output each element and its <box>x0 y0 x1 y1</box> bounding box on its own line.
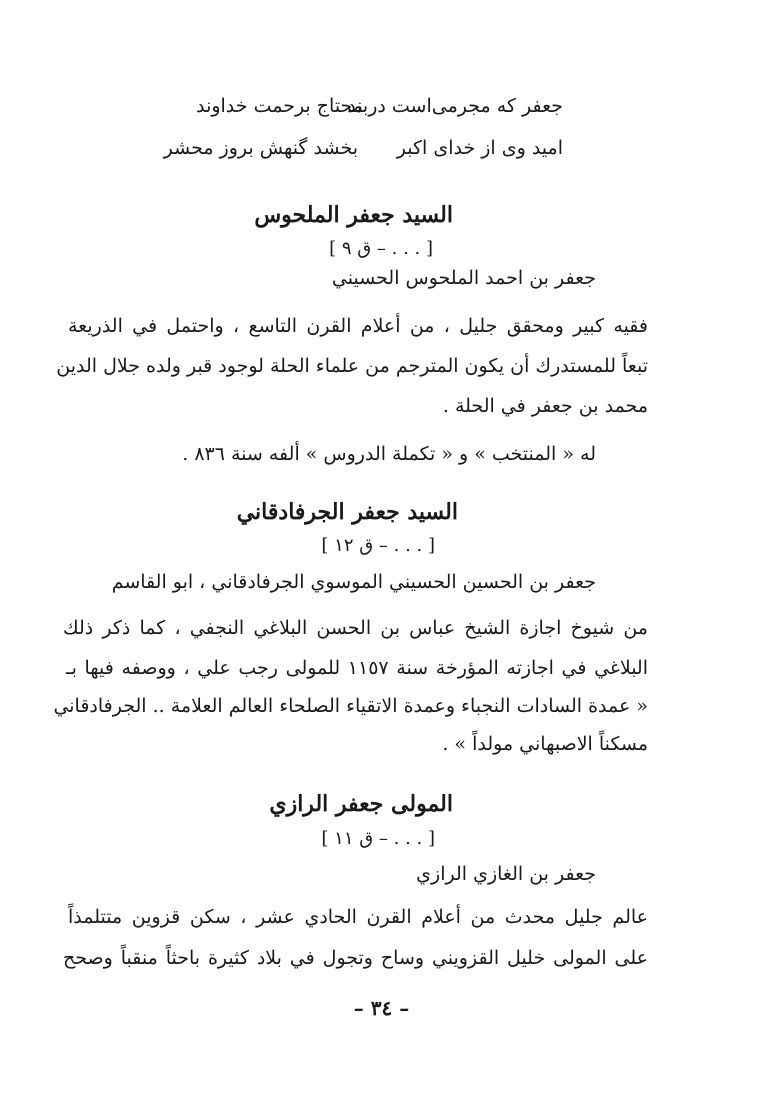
entry-heading: السيد جعفر الملحوس <box>254 202 453 228</box>
entry-text-line: تبعاً للمستدرك أن يكون المترجم من علماء الحلة لوجود قبر ولده جلال الدين <box>56 355 648 377</box>
entry-text-line: له « المنتخب » و « تكملة الدروس » ألفه سنة ٨٣٦ . <box>182 443 596 465</box>
poem-line-1-left: محتاج برحمت خداوند <box>196 95 363 117</box>
entry-text-line: مسكناً الاصبهاني مولداً » . <box>442 733 648 755</box>
entry-date: [ . . . – ق ٩ ] <box>329 238 433 259</box>
entry-text-line: على المولى خليل القزويني وساح وتجول في بلاد كثيرة باحثاً منقباً وصحح <box>63 947 648 969</box>
entry-date: [ . . . – ق ١٢ ] <box>321 535 435 556</box>
poem-line-2-left: بخشد گنهش بروز محشر <box>163 137 358 159</box>
entry-text-line: جعفر بن الغازي الرازي <box>416 863 596 885</box>
entry-text-line: « عمدة السادات النجباء وعمدة الاتقياء الصلحاء العالم العلامة .. الجرفادقاني <box>53 695 648 717</box>
entry-text-line: فقيه كبير ومحقق جليل ، من أعلام القرن التاسع ، واحتمل في الذريعة <box>68 315 648 337</box>
entry-text-line: محمد بن جعفر في الحلة . <box>442 395 648 417</box>
page-number: – ٣٤ – <box>353 996 410 1020</box>
entry-date: [ . . . – ق ١١ ] <box>321 828 435 849</box>
entry-text-line: من شيوخ اجازة الشيخ عباس بن الحسن البلاغي النجفي ، كما ذكر ذلك <box>63 617 648 639</box>
entry-text-line: جعفر بن الحسين الحسيني الموسوي الجرفادقاني ، ابو القاسم <box>111 571 596 593</box>
entry-text-line: جعفر بن احمد الملحوس الحسيني <box>331 267 596 289</box>
entry-heading: السيد جعفر الجرفادقاني <box>236 499 458 525</box>
entry-text-line: عالم جليل محدث من أعلام القرن الحادي عشر ، سكن قزوين متتلمذاً <box>68 906 648 928</box>
entry-heading: المولى جعفر الرازي <box>269 791 453 817</box>
entry-text-line: البلاغي في اجازته المؤرخة سنة ١١٥٧ للمولى رجب علي ، ووصفه فيها بـ <box>66 657 648 679</box>
poem-line-1-right: جعفر كه مجرمی‌است دربند <box>347 95 563 117</box>
poem-line-2-right: امید وی از خدای اکبر <box>396 137 563 159</box>
